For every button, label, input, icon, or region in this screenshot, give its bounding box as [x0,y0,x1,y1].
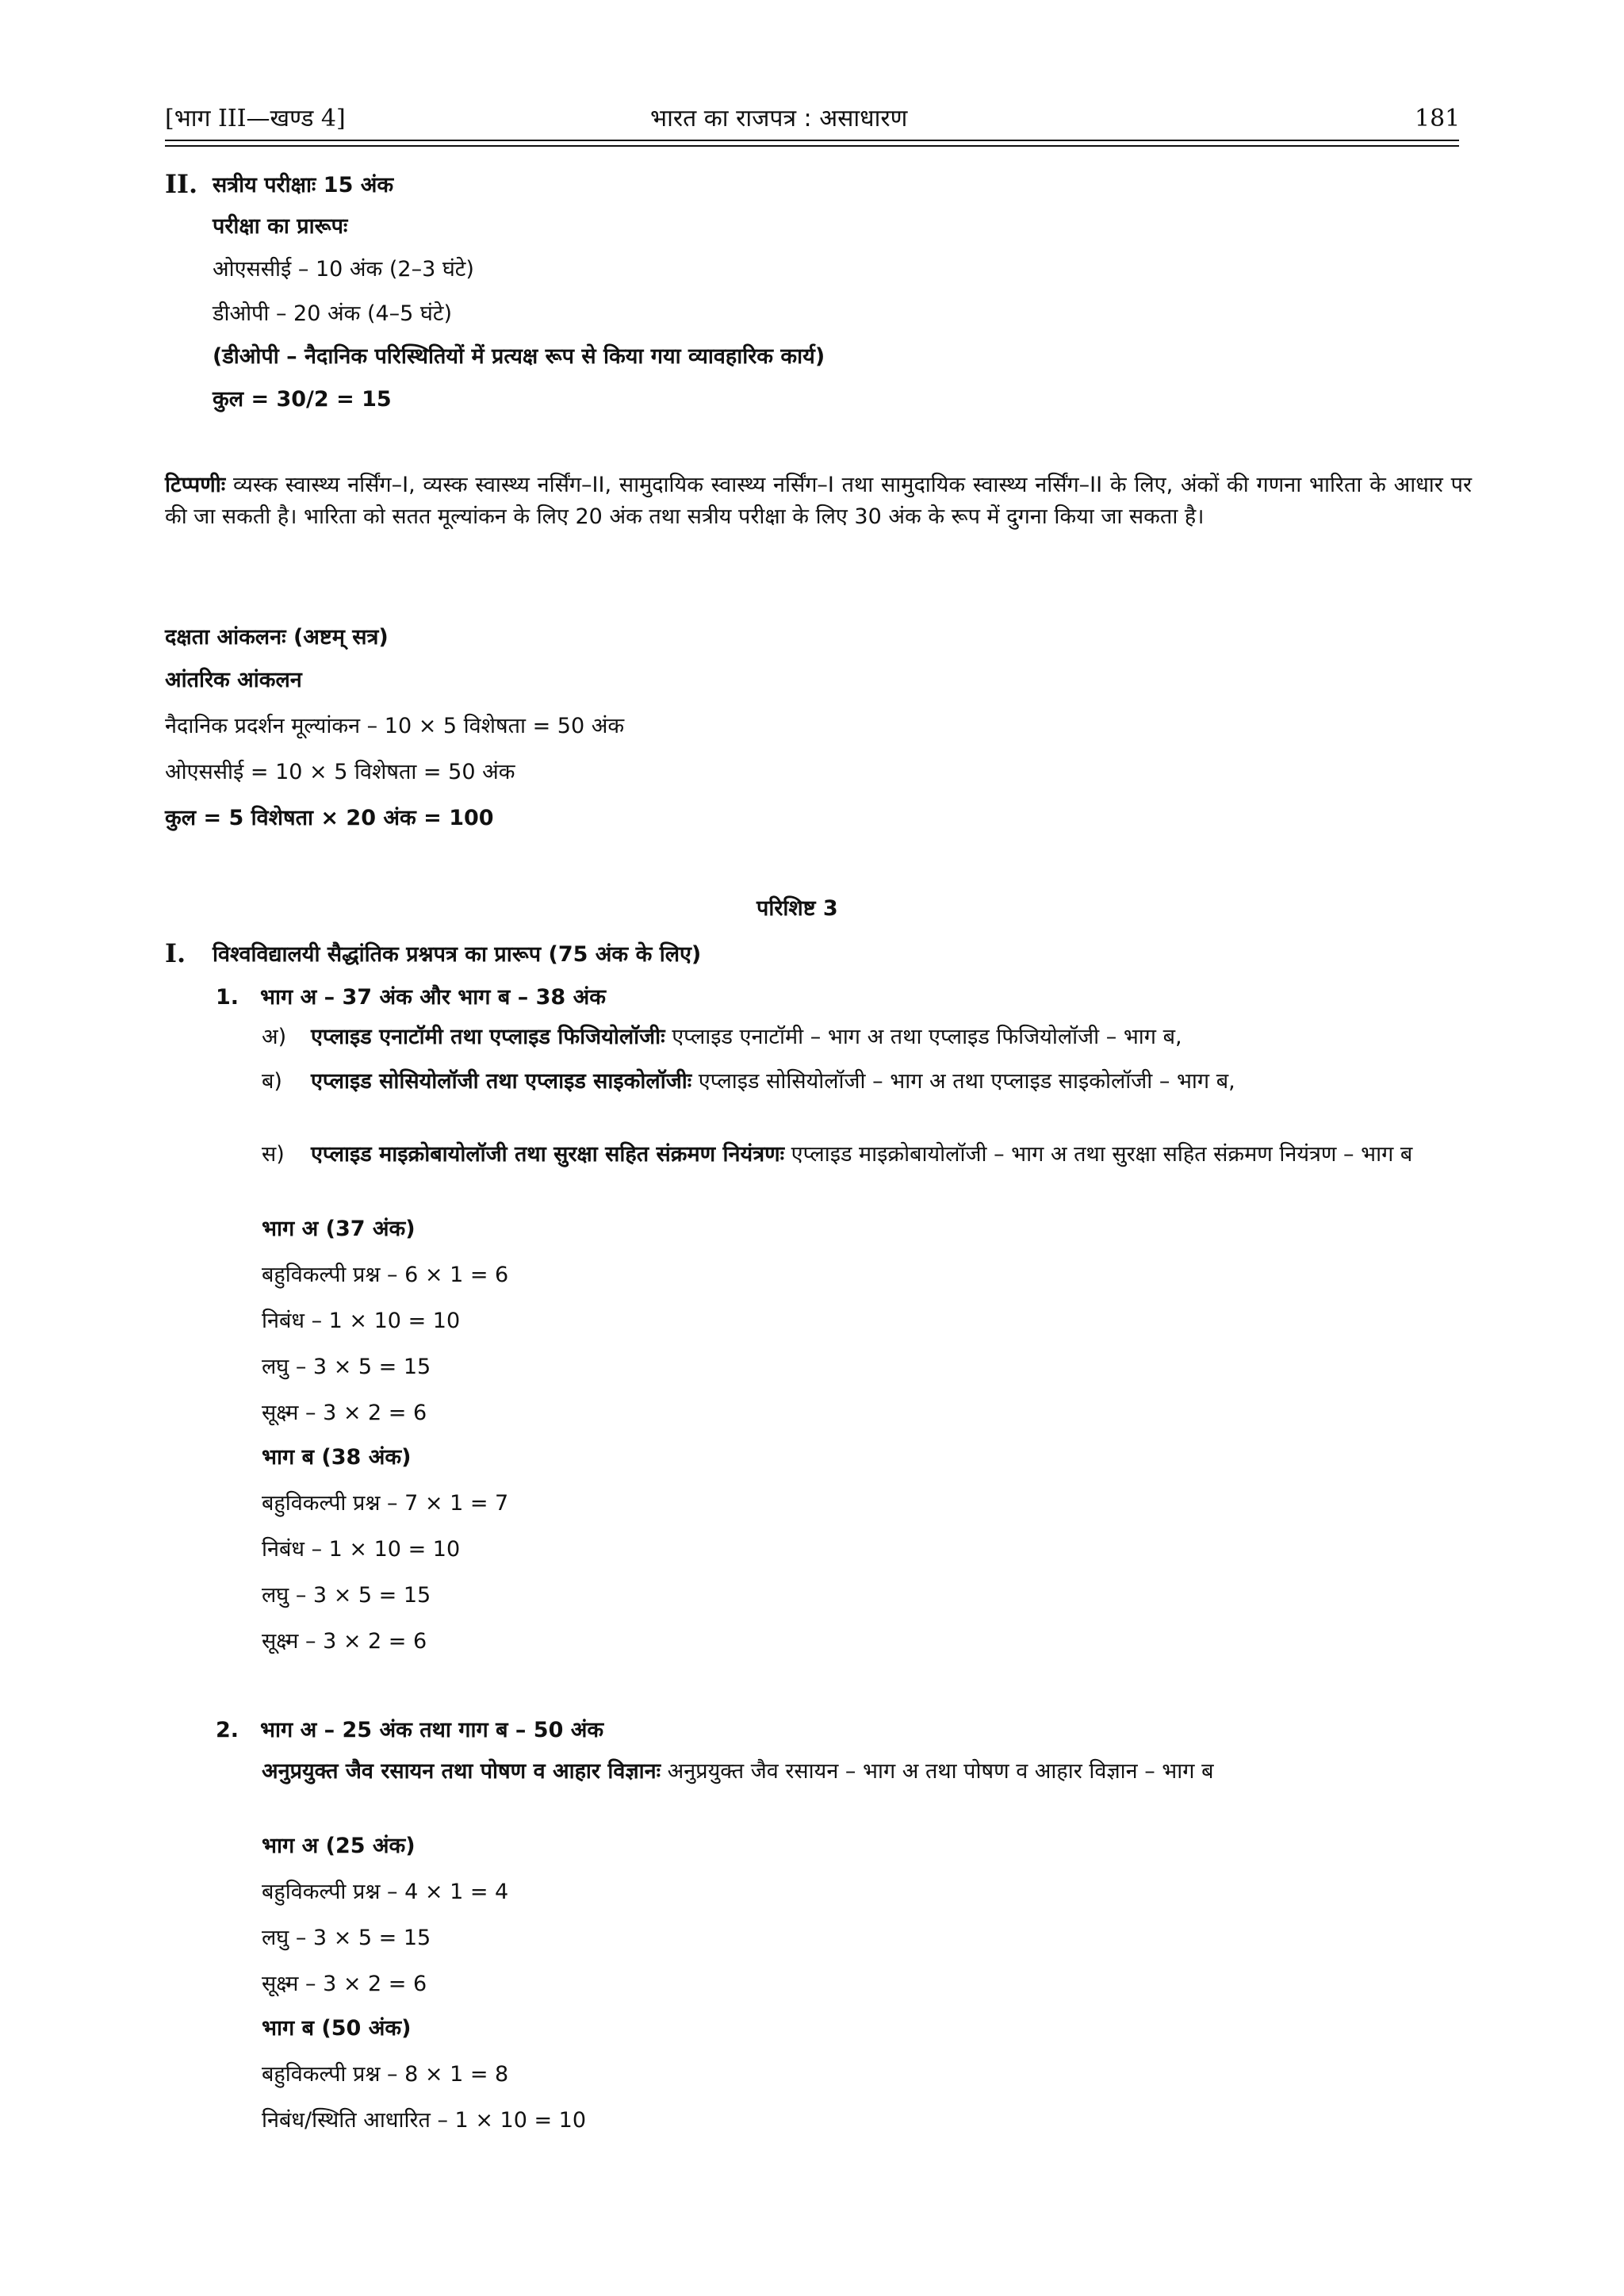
osce-competency-line: ओएससीई = 10 × 5 विशेषता = 50 अंक [165,760,515,784]
item1-heading: भाग अ – 37 अंक और भाग ब – 38 अंक [260,985,606,1010]
item2-partB-title: भाग ब (50 अंक) [262,2016,412,2041]
item1-partB-verysmall: सूक्ष्म – 3 × 2 = 6 [262,1629,427,1654]
item2-desc-bold: अनुप्रयुक्त जैव रसायन तथा पोषण व आहार विज्ञानः [262,1759,661,1784]
subitem-b-text [311,1068,1472,1096]
competency-total: कुल = 5 विशेषता × 20 अंक = 100 [165,806,494,830]
item2-partA-title: भाग अ (25 अंक) [262,1834,416,1858]
item1-partB-short: लघु – 3 × 5 = 15 [262,1583,431,1608]
subitem-a-bold: एप्लाइड एनाटॉमी तथा एप्लाइड फिजियोलॉजीः [311,1025,665,1049]
subitem-b-mark: ब) [262,1069,282,1094]
note-paragraph [165,470,1472,533]
item2-number: 2. [216,1718,239,1742]
item2-desc-rest: अनुप्रयुक्त जैव रसायन – भाग अ तथा पोषण व आहार विज्ञान – भाग ब [661,1759,1214,1784]
osce-line: ओएससीई – 10 अंक (2–3 घंटे) [213,257,474,282]
appendix-numeral: I. [165,938,186,968]
competency-heading: दक्षता आंकलनः (अष्टम् सत्र) [165,625,389,650]
item2-partB-mcq: बहुविकल्पी प्रश्न – 8 × 1 = 8 [262,2062,509,2087]
header-rule-bottom [165,145,1459,147]
subitem-c-bold: एप्लाइड माइक्रोबायोलॉजी तथा सुरक्षा सहित संक्रमण नियंत्रणः [311,1142,785,1167]
dop-line: डीओपी – 20 अंक (4–5 घंटे) [213,301,453,326]
item2-partA-short: लघु – 3 × 5 = 15 [262,1926,431,1950]
competency-subheading: आंतरिक आंकलन [165,668,302,692]
note-text: व्यस्क स्वास्थ्य नर्सिंग–I, व्यस्क स्वास्थ्य नर्सिंग–II, सामुदायिक स्वास्थ्य नर्सिंग–I तथा सामुदायिक स्वास्थ्य नर्सिंग–II के लिए, अंकों की गणना भारिता के आधार पर की जा सकती है। भारिता को सतत मूल्यांकन के लिए 20 अंक तथा सत्रीय परीक्षा के लिए 30 अंक के रूप में दुगना किया जा सकता है। [165,473,1472,529]
note-label: टिप्पणीः [165,473,226,497]
item1-partB-title: भाग ब (38 अंक) [262,1445,412,1470]
subitem-a-text [311,1023,1472,1052]
subitem-b-rest: एप्लाइड सोसियोलॉजी – भाग अ तथा एप्लाइड साइकोलॉजी – भाग ब, [691,1069,1235,1094]
subitem-c-mark: स) [262,1142,285,1167]
item1-partA-title: भाग अ (37 अंक) [262,1217,416,1241]
section2-total: कुल = 30/2 = 15 [213,387,392,412]
item2-partA-verysmall: सूक्ष्म – 3 × 2 = 6 [262,1972,427,1996]
header-title: भारत का राजपत्र : असाधारण [650,105,908,132]
item1-partB-mcq: बहुविकल्पी प्रश्न – 7 × 1 = 7 [262,1491,509,1516]
appendix-title: परिशिष्ट 3 [756,896,838,921]
item1-partA-essay: निबंध – 1 × 10 = 10 [262,1309,461,1333]
item2-description [262,1757,1472,1786]
item2-partA-mcq: बहुविकल्पी प्रश्न – 4 × 1 = 4 [262,1880,509,1904]
section2-heading: सत्रीय परीक्षाः 15 अंक [213,173,394,197]
header-part: [भाग III—खण्ड 4] [165,105,346,132]
header-rule-top [165,140,1459,141]
item1-partA-mcq: बहुविकल्पी प्रश्न – 6 × 1 = 6 [262,1263,509,1287]
subitem-c-rest: एप्लाइड माइक्रोबायोलॉजी – भाग अ तथा सुरक्षा सहित संक्रमण नियंत्रण – भाग ब [784,1142,1413,1167]
clinical-evaluation-line: नैदानिक प्रदर्शन मूल्यांकन – 10 × 5 विशेषता = 50 अंक [165,714,625,738]
subitem-a-mark: अ) [262,1025,287,1049]
section2-numeral: II. [165,169,198,199]
subitem-a-rest: एप्लाइड एनाटॉमी – भाग अ तथा एप्लाइड फिजियोलॉजी – भाग ब, [665,1025,1182,1049]
item2-heading: भाग अ – 25 अंक तथा गाग ब – 50 अंक [260,1718,604,1742]
subitem-c-text [311,1140,1472,1169]
item1-partA-verysmall: सूक्ष्म – 3 × 2 = 6 [262,1401,427,1425]
dop-note: (डीओपी – नैदानिक परिस्थितियों में प्रत्यक्ष रूप से किया गया व्यावहारिक कार्य) [213,344,825,369]
page-number: 181 [1415,105,1461,132]
item1-partB-essay: निबंध – 1 × 10 = 10 [262,1537,461,1562]
subitem-b-bold: एप्लाइड सोसियोलॉजी तथा एप्लाइड साइकोलॉजीः [311,1069,692,1094]
item1-partA-short: लघु – 3 × 5 = 15 [262,1355,431,1379]
appendix-heading: विश्वविद्यालयी सैद्धांतिक प्रश्नपत्र का प्रारूप (75 अंक के लिए) [213,942,702,967]
item1-number: 1. [216,985,239,1010]
item2-partB-essay: निबंध/स्थिति आधारित – 1 × 10 = 10 [262,2108,587,2133]
format-title: परीक्षा का प्रारूपः [213,214,348,239]
